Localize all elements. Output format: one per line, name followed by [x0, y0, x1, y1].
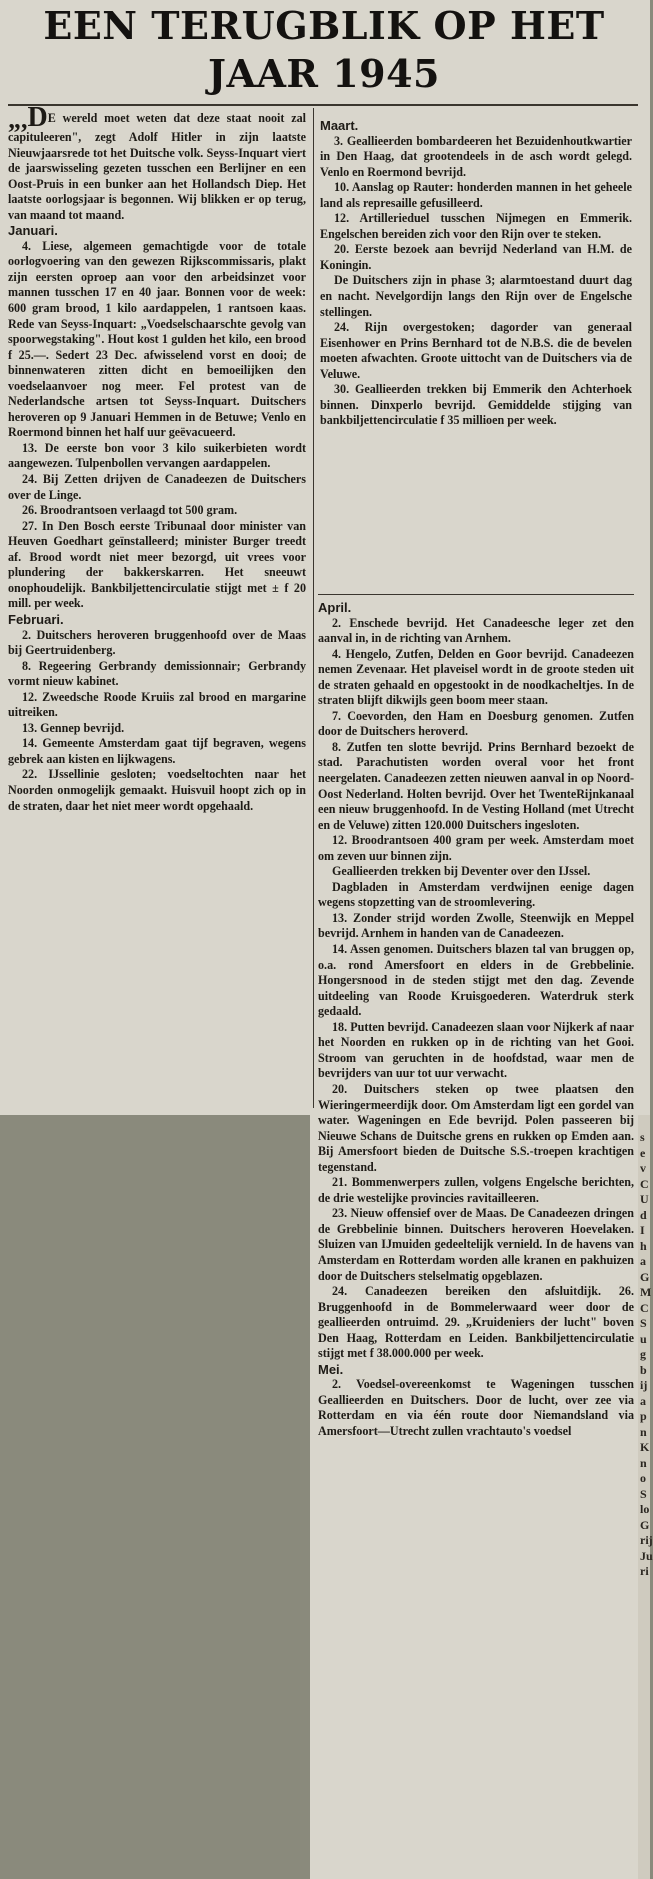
- februari-item: 12. Zweedsche Roode Kruiis zal brood en margarine uitreiken.: [8, 689, 306, 720]
- januari-item: 13. De eerste bon voor 3 kilo suikerbieten wordt aangewezen. Tulpenbollen vervangen aardappelen.: [8, 440, 306, 471]
- februari-item: 13. Gennep bevrijd.: [22, 720, 125, 735]
- section-heading-januari: Januari.: [8, 223, 58, 239]
- april-item: 13. Zonder strijd worden Zwolle, Steenwijk en Meppel bevrijd. Arnhem in handen van de Canadeezen.: [318, 910, 634, 941]
- april-item: 7. Coevorden, den Ham en Doesburg genomen. Zutfen door de Duitschers heroverd.: [318, 708, 634, 739]
- section-heading-april: April.: [318, 600, 352, 615]
- januari-item: 27. In Den Bosch eerste Tribunaal door minister van Heuven Goedhart geïnstalleerd; minister Burger treedt af. Brood wordt niet meer bezorgd, uit vrees voor plundering der bakkerskarren. Het sneeuwt onophoudelijk. Bankbiljettencirculatie stijgt met ± f 20 mill. per week.: [8, 518, 306, 611]
- maart-item: De Duitschers zijn in phase 3; alarmtoestand duurt dag en nacht. Nevelgordijn langs den Rijn over de Engelsche stellingen.: [320, 273, 632, 319]
- section-heading-februari: Februari.: [8, 611, 64, 627]
- april-item: 20. Duitschers steken op twee plaatsen den Wieringermeerdijk door. Om Amsterdam ligt een gordel van water. Wageningen en Ede bevrijd. Polen passeeren bij Nieuwe Schans de Duitsche grens en rukken op Emden aan. Bij Amersfoort bieden de Duitsche S.S.-troepen krachtigen tegenstand.: [318, 1081, 634, 1174]
- februari-item: 14. Gemeente Amsterdam gaat tijf begraven, wegens gebrek aan kisten en lijkwagens.: [8, 736, 306, 766]
- april-item: 21. Bommenwerpers zullen, volgens Engelsche berichten, de drie westelijke provincies ravitailleeren.: [318, 1175, 634, 1205]
- april-item: Geallieerden trekken bij Deventer over den IJssel.: [332, 864, 591, 879]
- april-item: 18. Putten bevrijd. Canadeezen slaan voor Nijkerk af naar het Noorden en rukken op in de richting van het Gooi. Stroom van geruchten in de hoofdstad, waar men de bevrijders van uur tot uur verwacht.: [318, 1019, 634, 1081]
- adjacent-column-fragment: s e v C U d I h a G M C S u g b ij a p n K n o S lo G rij Ju ri: [640, 1130, 653, 1578]
- column-left: [8, 102, 306, 814]
- quote-mark: „,: [8, 105, 28, 134]
- maart-item: 24. Rijn overgestoken; dagorder van generaal Eisenhower en Prins Bernhard tot de N.B.S. die de bevelen moeten afwachten. Groote uittocht van de Duitschers via de Veluwe.: [320, 320, 632, 381]
- januari-item: 24. Bij Zetten drijven de Canadeezen de Duitschers over de Linge.: [8, 472, 306, 502]
- april-item: 12. Broodrantsoen 400 gram per week. Amsterdam moet om zeven uur binnen zijn.: [318, 833, 634, 863]
- drop-cap: D: [27, 102, 48, 133]
- april-item: 23. Nieuw offensief over de Maas. De Canadeezen dringen de Grebbelinie binnen. Duitschers heroveren Hoevelaken. Sluizen van IJmuiden gedeeltelijk vernield. In de havens van Amsterdam en Rotterdam worden alle kranen en pakhuizen door de Duitschers stelselmatig opgeblazen.: [318, 1206, 634, 1283]
- januari-item: 4. Liese, algemeen gemachtigde voor de totale oorlogvoering van den gewezen Rijkscommissaris, plakt zijn eersten oproep aan voor den arbeidsinzet voor mannen tusschen 17 en 40 jaar. Bonnen voor de week: 600 gram brood, 1 kilo aardappelen, 1 rantsoen kaas. Rede van Seyss-Inquart: „Voedselschaarschte gevolg van spoorwegstaking". Hout kost 1 gulden het kilo, een brood f 25.—. Sedert 23 Dec. afwisselend vorst en dooi; de binnenwateren zitten dicht en bemoeilijken den voedselaanvoer nog meer. Fel protest van de Nederlandsche artsen tot Seyss-Inquart. Duitschers heroveren op 9 Januari Hemmen in de Betuwe; Venlo en Roermond binnen het half uur geëvacueerd.: [8, 238, 306, 440]
- april-item: 14. Assen genomen. Duitschers blazen tal van bruggen op, o.a. rond Amersfoort en elders in de Grebbelinie. Hongersnood in de steden stijgt met den dag. Zevende uitdeeling van Roode Kruisgoederen. Waterdruk sterk gedaald.: [318, 942, 634, 1019]
- februari-item: 2. Duitschers heroveren bruggenhoofd over de Maas bij Geertruidenberg.: [8, 627, 306, 658]
- maart-item: 12. Artillerieduel tusschen Nijmegen en Emmerik. Engelschen bereiden zich voor den Rijn over te steken.: [320, 211, 632, 241]
- februari-item: 8. Regeering Gerbrandy demissionnair; Gerbrandy vormt nieuw kabinet.: [8, 658, 306, 689]
- headline-rule: [8, 104, 638, 106]
- april-divider: [318, 594, 634, 595]
- maart-item: 10. Aanslag op Rauter: honderden mannen in het geheele land als represaille gefusilleerd.: [320, 180, 632, 210]
- column-right-upper: [320, 118, 632, 429]
- april-item: 4. Hengelo, Zutfen, Delden en Goor bevrijd. Canadeezen nemen Zevenaar. Het plaveisel wordt in de groote steden uit de straten gehaald en opgestookt in de noodkacheltjes. In de straten blijft dikwijls geen boom meer staan.: [318, 646, 634, 708]
- article-headline: [8, 2, 640, 98]
- column-divider: [313, 108, 314, 1108]
- april-item: 2. Enschede bevrijd. Het Canadeesche leger zet den aanval in, in de richting van Arnhem.: [318, 615, 634, 646]
- maart-item: 3. Geallieerden bombardeeren het Bezuidenhoutkwartier in Den Haag, dat grootendeels in de asch wordt gelegd. Venlo en Roermond bevrijd.: [320, 133, 632, 179]
- maart-item: 20. Eerste bezoek aan bevrijd Nederland van H.M. de Koningin.: [320, 242, 632, 272]
- intro-text: E wereld moet weten dat deze staat nooit zal capituleeren", zegt Adolf Hitler in zijn laatste Nieuwjaarsrede tot het Duitsche volk. Seyss-Inquart viert de jaarswisseling gezeten tusschen een Berlijner en een Oost-Pruis in een bunker aan het Hollandsch Diep. Het laatste oorlogsjaar is begonnen. Wij blikken er op terug, van maand tot maand.: [8, 111, 306, 222]
- april-item: 24. Canadeezen bereiken den afsluitdijk. 26. Bruggenhoofd in de Bommelerwaard weer door de geallieerden ontruimd. 29. „Kruideniers der lucht" boven Den Haag, Rotterdam en Leiden. Bankbiljettencirculatie stijgt met f 38.000.000 per week.: [318, 1284, 634, 1361]
- maart-item: 30. Geallieerden trekken bij Emmerik den Achterhoek binnen. Dinxperlo bevrijd. Gemiddelde stijging van bankbiljettencirculatie f 35 millioen per week.: [320, 382, 632, 428]
- headline-line-1: EEN TERUGBLIK OP HET: [43, 3, 605, 48]
- april-item: Dagbladen in Amsterdam verdwijnen eenige dagen wegens stopzetting van de stroomlevering.: [318, 879, 634, 910]
- column-right-lower: [318, 600, 634, 1440]
- februari-item: 22. IJssellinie gesloten; voedseltochten naar het Noorden onmogelijk gemaakt. Huisvuil hoopt zich op in de straten, daar het niet meer wordt opgehaald.: [8, 767, 306, 813]
- section-heading-maart: Maart.: [320, 118, 359, 133]
- april-item: 8. Zutfen ten slotte bevrijd. Prins Bernhard bezoekt de stad. Parachutisten worden overal voor het front neergelaten. Canadeezen zetten nieuwen aanval in op Noord-Oost Nederland. Holten bevrijd. Over het TwenteRijnkanaal een nieuw bruggenhoofd. In de Vesting Holland (met Utrecht en de Veluwe) zitten 120.000 Duitschers ingesloten.: [318, 739, 634, 832]
- mei-item: 2. Voedsel-overeenkomst te Wageningen tusschen Geallieerden en Duitschers. Door de lucht, over zee via Rotterdam en via één route door Niemandsland via Amersfoort—Utrecht zullen vrachtauto's voedsel: [318, 1377, 634, 1438]
- intro-paragraph: [8, 102, 306, 223]
- januari-item: 26. Broodrantsoen verlaagd tot 500 gram.: [22, 503, 238, 518]
- section-heading-mei: Mei.: [318, 1361, 344, 1377]
- headline-line-2: JAAR 1945: [207, 51, 441, 96]
